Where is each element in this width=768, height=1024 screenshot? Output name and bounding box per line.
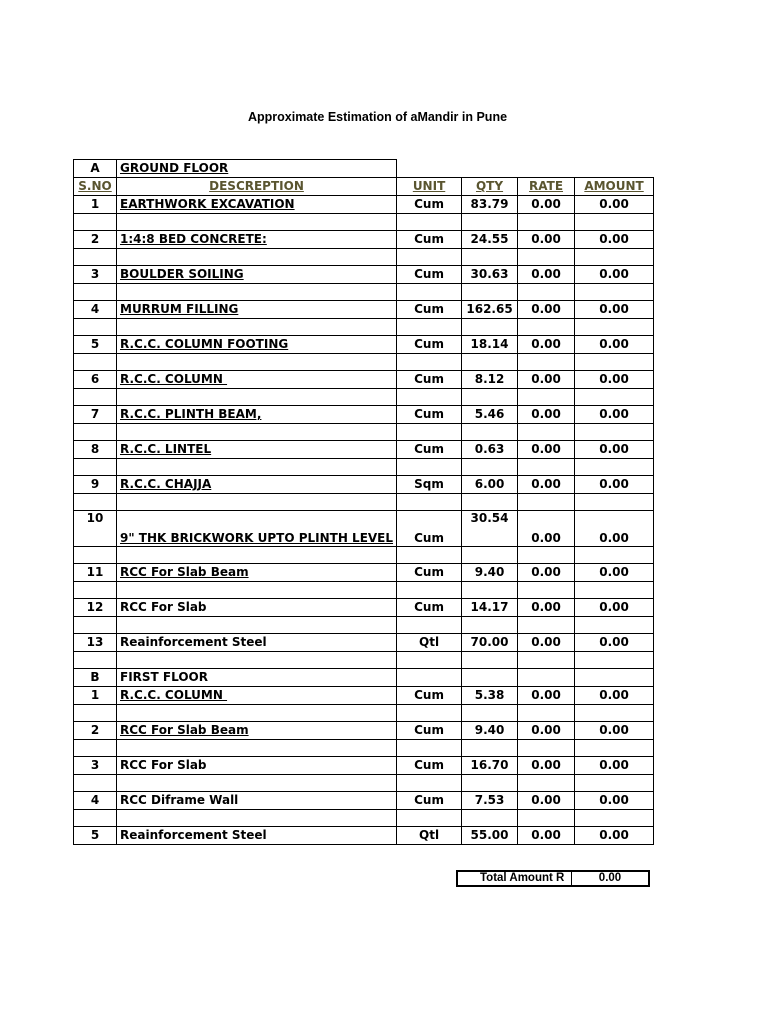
cell-rate: 0.00: [518, 722, 575, 740]
cell-description: R.C.C. CHAJJA: [117, 476, 397, 494]
cell-description: R.C.C. LINTEL: [117, 441, 397, 459]
spacer-row: [74, 652, 654, 669]
cell-qty: 9.40: [462, 722, 518, 740]
cell-qty: 0.63: [462, 441, 518, 459]
cell-description: EARTHWORK EXCAVATION: [117, 196, 397, 214]
table-row: [74, 301, 654, 319]
cell-unit: Cum: [397, 336, 462, 354]
cell-amount: 0.00: [575, 371, 654, 389]
table-row: [74, 687, 654, 705]
cell-amount: 0.00: [575, 441, 654, 459]
cell-sno: 7: [74, 406, 117, 424]
table-row: [74, 599, 654, 617]
cell-qty: 14.17: [462, 599, 518, 617]
cell-rate: 0.00: [518, 476, 575, 494]
cell-qty: 18.14: [462, 336, 518, 354]
cell-unit: Cum: [397, 511, 462, 547]
cell-description: Reainforcement Steel: [117, 634, 397, 652]
cell-rate: 0.00: [518, 757, 575, 775]
table-row: [74, 511, 654, 547]
cell-sno: 10: [74, 511, 117, 547]
cell-description: 9" THK BRICKWORK UPTO PLINTH LEVEL: [117, 511, 397, 547]
cell-qty: 7.53: [462, 792, 518, 810]
cell-sno: 13: [74, 634, 117, 652]
cell-sno: 1: [74, 196, 117, 214]
cell-description: R.C.C. COLUMN FOOTING: [117, 336, 397, 354]
cell-unit: Cum: [397, 371, 462, 389]
cell-sno: 9: [74, 476, 117, 494]
header-row: [74, 178, 654, 196]
cell-amount: 0.00: [575, 599, 654, 617]
cell-amount: 0.00: [575, 476, 654, 494]
cell-sno: 6: [74, 371, 117, 389]
total-amount-label: Total Amount R: [458, 872, 572, 885]
table-row: [74, 371, 654, 389]
page-title: Approximate Estimation of aMandir in Pune: [247, 110, 508, 124]
section-row-ground-floor: [74, 160, 654, 178]
table-row: [74, 476, 654, 494]
cell-unit: Cum: [397, 687, 462, 705]
cell-sno: 11: [74, 564, 117, 582]
header-rate: RATE: [518, 178, 575, 196]
cell-description: R.C.C. COLUMN: [117, 687, 397, 705]
header-amount: AMOUNT: [575, 178, 654, 196]
cell-amount: 0.00: [575, 196, 654, 214]
cell-description: Reainforcement Steel: [117, 827, 397, 845]
spacer-row: [74, 810, 654, 827]
cell-qty: 5.46: [462, 406, 518, 424]
section-name: FIRST FLOOR: [117, 669, 397, 687]
spacer-row: [74, 547, 654, 564]
cell-amount: 0.00: [575, 564, 654, 582]
cell-unit: Cum: [397, 599, 462, 617]
cell-sno: 4: [74, 301, 117, 319]
cell-unit: Cum: [397, 196, 462, 214]
cell-qty: 30.54: [462, 511, 518, 547]
table-row: [74, 722, 654, 740]
table-row: [74, 827, 654, 845]
cell-rate: 0.00: [518, 266, 575, 284]
table-row: [74, 634, 654, 652]
cell-unit: Cum: [397, 441, 462, 459]
cell-rate: 0.00: [518, 196, 575, 214]
cell-amount: 0.00: [575, 336, 654, 354]
section-name: GROUND FLOOR: [117, 160, 397, 178]
spacer-row: [74, 775, 654, 792]
cell-unit: Cum: [397, 266, 462, 284]
section-code: A: [74, 160, 117, 178]
spacer-row: [74, 389, 654, 406]
cell-qty: 162.65: [462, 301, 518, 319]
cell-qty: 55.00: [462, 827, 518, 845]
cell-description: RCC Diframe Wall: [117, 792, 397, 810]
cell-sno: 4: [74, 792, 117, 810]
header-unit: UNIT: [397, 178, 462, 196]
section-code: B: [74, 669, 117, 687]
table-row: [74, 196, 654, 214]
table-row: [74, 336, 654, 354]
cell-amount: 0.00: [575, 266, 654, 284]
cell-amount: 0.00: [575, 827, 654, 845]
cell-amount: 0.00: [575, 301, 654, 319]
cell-qty: 5.38: [462, 687, 518, 705]
cell-sno: 2: [74, 231, 117, 249]
cell-amount: 0.00: [575, 722, 654, 740]
cell-rate: 0.00: [518, 231, 575, 249]
estimate-table: [73, 159, 654, 845]
cell-unit: Qtl: [397, 634, 462, 652]
cell-amount: 0.00: [575, 792, 654, 810]
cell-rate: 0.00: [518, 301, 575, 319]
cell-unit: Sqm: [397, 476, 462, 494]
spacer-row: [74, 617, 654, 634]
spacer-row: [74, 705, 654, 722]
cell-description: RCC For Slab Beam: [117, 722, 397, 740]
cell-qty: 24.55: [462, 231, 518, 249]
cell-qty: 70.00: [462, 634, 518, 652]
cell-qty: 8.12: [462, 371, 518, 389]
spacer-row: [74, 424, 654, 441]
spacer-row: [74, 740, 654, 757]
cell-qty: 83.79: [462, 196, 518, 214]
cell-rate: 0.00: [518, 687, 575, 705]
spacer-row: [74, 354, 654, 371]
cell-description: 1:4:8 BED CONCRETE:: [117, 231, 397, 249]
cell-description: RCC For Slab: [117, 757, 397, 775]
cell-description: RCC For Slab Beam: [117, 564, 397, 582]
cell-description: R.C.C. PLINTH BEAM,: [117, 406, 397, 424]
cell-unit: Cum: [397, 406, 462, 424]
cell-unit: Cum: [397, 757, 462, 775]
cell-amount: 0.00: [575, 634, 654, 652]
total-amount-value: 0.00: [598, 872, 622, 884]
spacer-row: [74, 249, 654, 266]
spacer-row: [74, 284, 654, 301]
cell-rate: 0.00: [518, 441, 575, 459]
spacer-row: [74, 582, 654, 599]
header-sno: S.NO: [74, 178, 117, 196]
cell-unit: Cum: [397, 231, 462, 249]
cell-description: RCC For Slab: [117, 599, 397, 617]
spacer-row: [74, 214, 654, 231]
cell-unit: Cum: [397, 301, 462, 319]
cell-amount: 0.00: [575, 406, 654, 424]
cell-qty: 6.00: [462, 476, 518, 494]
cell-sno: 5: [74, 827, 117, 845]
section-row-first-floor: [74, 669, 654, 687]
cell-qty: 9.40: [462, 564, 518, 582]
spacer-row: [74, 494, 654, 511]
header-qty: QTY: [462, 178, 518, 196]
cell-rate: 0.00: [518, 336, 575, 354]
table-row: [74, 564, 654, 582]
cell-rate: 0.00: [518, 406, 575, 424]
cell-sno: 1: [74, 687, 117, 705]
cell-rate: 0.00: [518, 371, 575, 389]
cell-rate: 0.00: [518, 564, 575, 582]
cell-rate: 0.00: [518, 634, 575, 652]
cell-qty: 30.63: [462, 266, 518, 284]
cell-sno: 3: [74, 757, 117, 775]
cell-sno: 5: [74, 336, 117, 354]
table-row: [74, 406, 654, 424]
cell-amount: 0.00: [575, 231, 654, 249]
cell-unit: Cum: [397, 564, 462, 582]
cell-rate: 0.00: [518, 599, 575, 617]
cell-description: BOULDER SOILING: [117, 266, 397, 284]
cell-description: R.C.C. COLUMN: [117, 371, 397, 389]
cell-unit: Qtl: [397, 827, 462, 845]
total-amount-box: [456, 870, 650, 887]
cell-amount: 0.00: [575, 687, 654, 705]
table-row: [74, 441, 654, 459]
cell-rate: 0.00: [518, 792, 575, 810]
cell-qty: 16.70: [462, 757, 518, 775]
table-row: [74, 757, 654, 775]
table-row: [74, 231, 654, 249]
cell-unit: Cum: [397, 722, 462, 740]
spacer-row: [74, 459, 654, 476]
table-row: [74, 266, 654, 284]
header-description: DESCREPTION: [117, 178, 397, 196]
spacer-row: [74, 319, 654, 336]
cell-description: MURRUM FILLING: [117, 301, 397, 319]
table-row: [74, 792, 654, 810]
cell-sno: 8: [74, 441, 117, 459]
cell-sno: 3: [74, 266, 117, 284]
cell-amount: 0.00: [575, 511, 654, 547]
cell-sno: 2: [74, 722, 117, 740]
cell-sno: 12: [74, 599, 117, 617]
cell-rate: 0.00: [518, 511, 575, 547]
cell-unit: Cum: [397, 792, 462, 810]
cell-rate: 0.00: [518, 827, 575, 845]
cell-amount: 0.00: [575, 757, 654, 775]
